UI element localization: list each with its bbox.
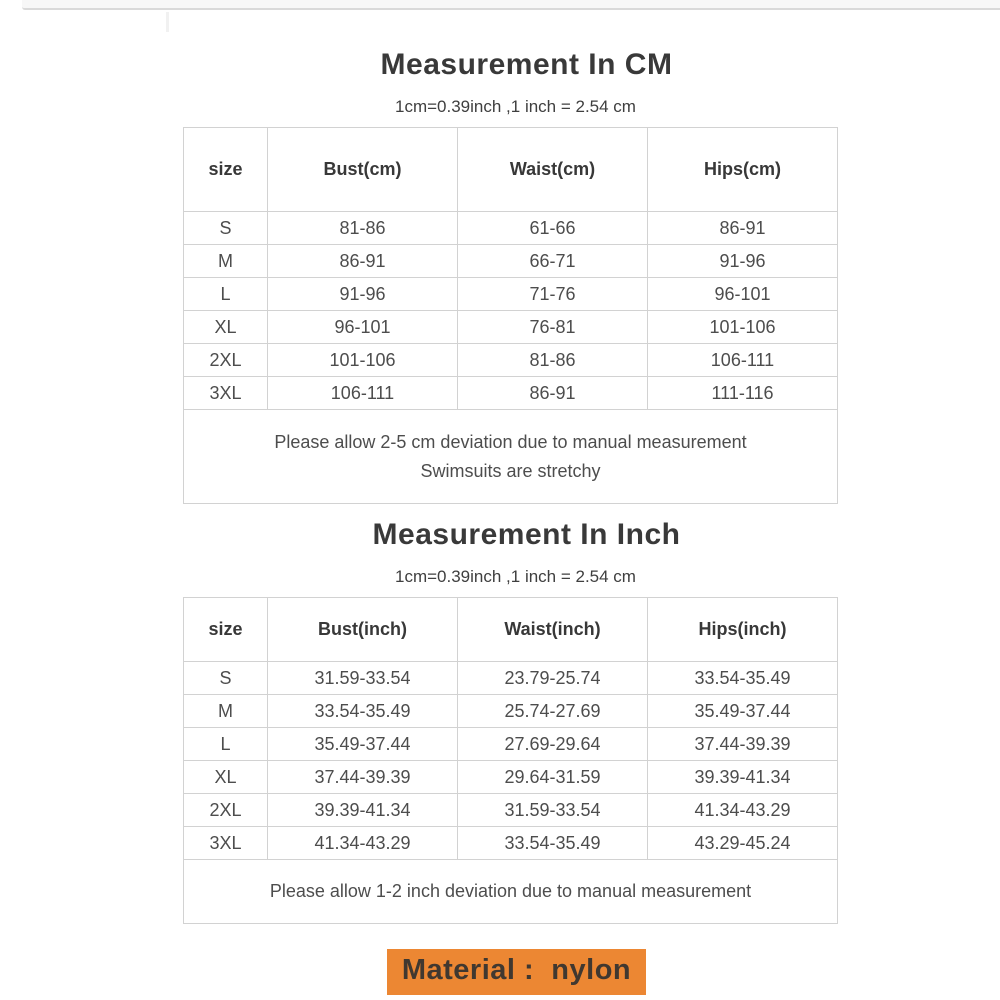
table-row [184,761,838,794]
table-cell: 111-116 [648,377,838,410]
table-cell: S [184,662,268,695]
size-table-inch-body [184,662,838,860]
table-cell: 61-66 [458,212,648,245]
table-cell: 86-91 [268,245,458,278]
table-cell: 37.44-39.39 [268,761,458,794]
table-cell: M [184,695,268,728]
deviation-note-line: Swimsuits are stretchy [420,460,601,481]
table-cell: 91-96 [648,245,838,278]
table-cell: 2XL [184,344,268,377]
column-header: Hips(cm) [648,128,838,212]
table-row [184,344,838,377]
table-cell: 23.79-25.74 [458,662,648,695]
table-cell: 86-91 [648,212,838,245]
header-row [184,128,838,212]
material-badge: Material : nylon [387,949,646,995]
conversion-note-inch: 1cm=0.39inch ,1 inch = 2.54 cm [395,567,636,586]
table-cell: 33.54-35.49 [648,662,838,695]
content-column [183,0,838,995]
table-cell: 29.64-31.59 [458,761,648,794]
table-cell: 25.74-27.69 [458,695,648,728]
table-cell: L [184,278,268,311]
table-cell: 2XL [184,794,268,827]
size-table-cm-body [184,212,838,410]
table-cell: S [184,212,268,245]
table-row [184,695,838,728]
table-cell: 71-76 [458,278,648,311]
table-cell: 39.39-41.34 [268,794,458,827]
table-cell: 3XL [184,827,268,860]
title-measurement-inch: Measurement In Inch [372,518,681,551]
material-line [189,949,844,995]
table-row [184,728,838,761]
table-cell: 43.29-45.24 [648,827,838,860]
table-row [184,278,838,311]
table-cell: 31.59-33.54 [268,662,458,695]
page-top-edge-divider [166,12,169,32]
table-cell: 3XL [184,377,268,410]
table-cell: 66-71 [458,245,648,278]
table-row [184,377,838,410]
size-table-inch [183,597,838,924]
table-cell: 39.39-41.34 [648,761,838,794]
column-header: Waist(inch) [458,598,648,662]
note-row [184,410,838,504]
table-cell: 35.49-37.44 [268,728,458,761]
title-measurement-cm: Measurement In CM [380,48,673,81]
table-cell: 96-101 [268,311,458,344]
size-table-cm [183,127,838,504]
column-header: Bust(cm) [268,128,458,212]
table-cell: 41.34-43.29 [648,794,838,827]
table-cell: 31.59-33.54 [458,794,648,827]
deviation-note-inch [184,860,838,924]
table-cell: 86-91 [458,377,648,410]
deviation-note-line: Please allow 2-5 cm deviation due to manual measurement [274,431,747,452]
table-cell: 33.54-35.49 [458,827,648,860]
column-header: Waist(cm) [458,128,648,212]
table-cell: 41.34-43.29 [268,827,458,860]
table-cell: 101-106 [648,311,838,344]
column-header: size [184,128,268,212]
table-cell: 81-86 [268,212,458,245]
size-table-cm-header [184,128,838,212]
table-cell: 76-81 [458,311,648,344]
table-row [184,311,838,344]
table-cell: 33.54-35.49 [268,695,458,728]
table-row [184,662,838,695]
table-cell: 27.69-29.64 [458,728,648,761]
size-table-inch-header [184,598,838,662]
table-row [184,794,838,827]
column-header: size [184,598,268,662]
table-cell: 106-111 [648,344,838,377]
table-cell: XL [184,311,268,344]
table-cell: 35.49-37.44 [648,695,838,728]
table-cell: 91-96 [268,278,458,311]
table-cell: 37.44-39.39 [648,728,838,761]
table-row [184,212,838,245]
table-cell: 81-86 [458,344,648,377]
table-row [184,827,838,860]
deviation-note-cm [184,410,838,504]
table-cell: 106-111 [268,377,458,410]
column-header: Bust(inch) [268,598,458,662]
header-row [184,598,838,662]
table-cell: L [184,728,268,761]
column-header: Hips(inch) [648,598,838,662]
deviation-note-line: Please allow 1-2 inch deviation due to manual measurement [269,881,752,901]
table-cell: 96-101 [648,278,838,311]
table-cell: XL [184,761,268,794]
conversion-note-cm: 1cm=0.39inch ,1 inch = 2.54 cm [395,97,636,116]
table-cell: 101-106 [268,344,458,377]
table-row [184,245,838,278]
note-row [184,860,838,924]
table-cell: M [184,245,268,278]
